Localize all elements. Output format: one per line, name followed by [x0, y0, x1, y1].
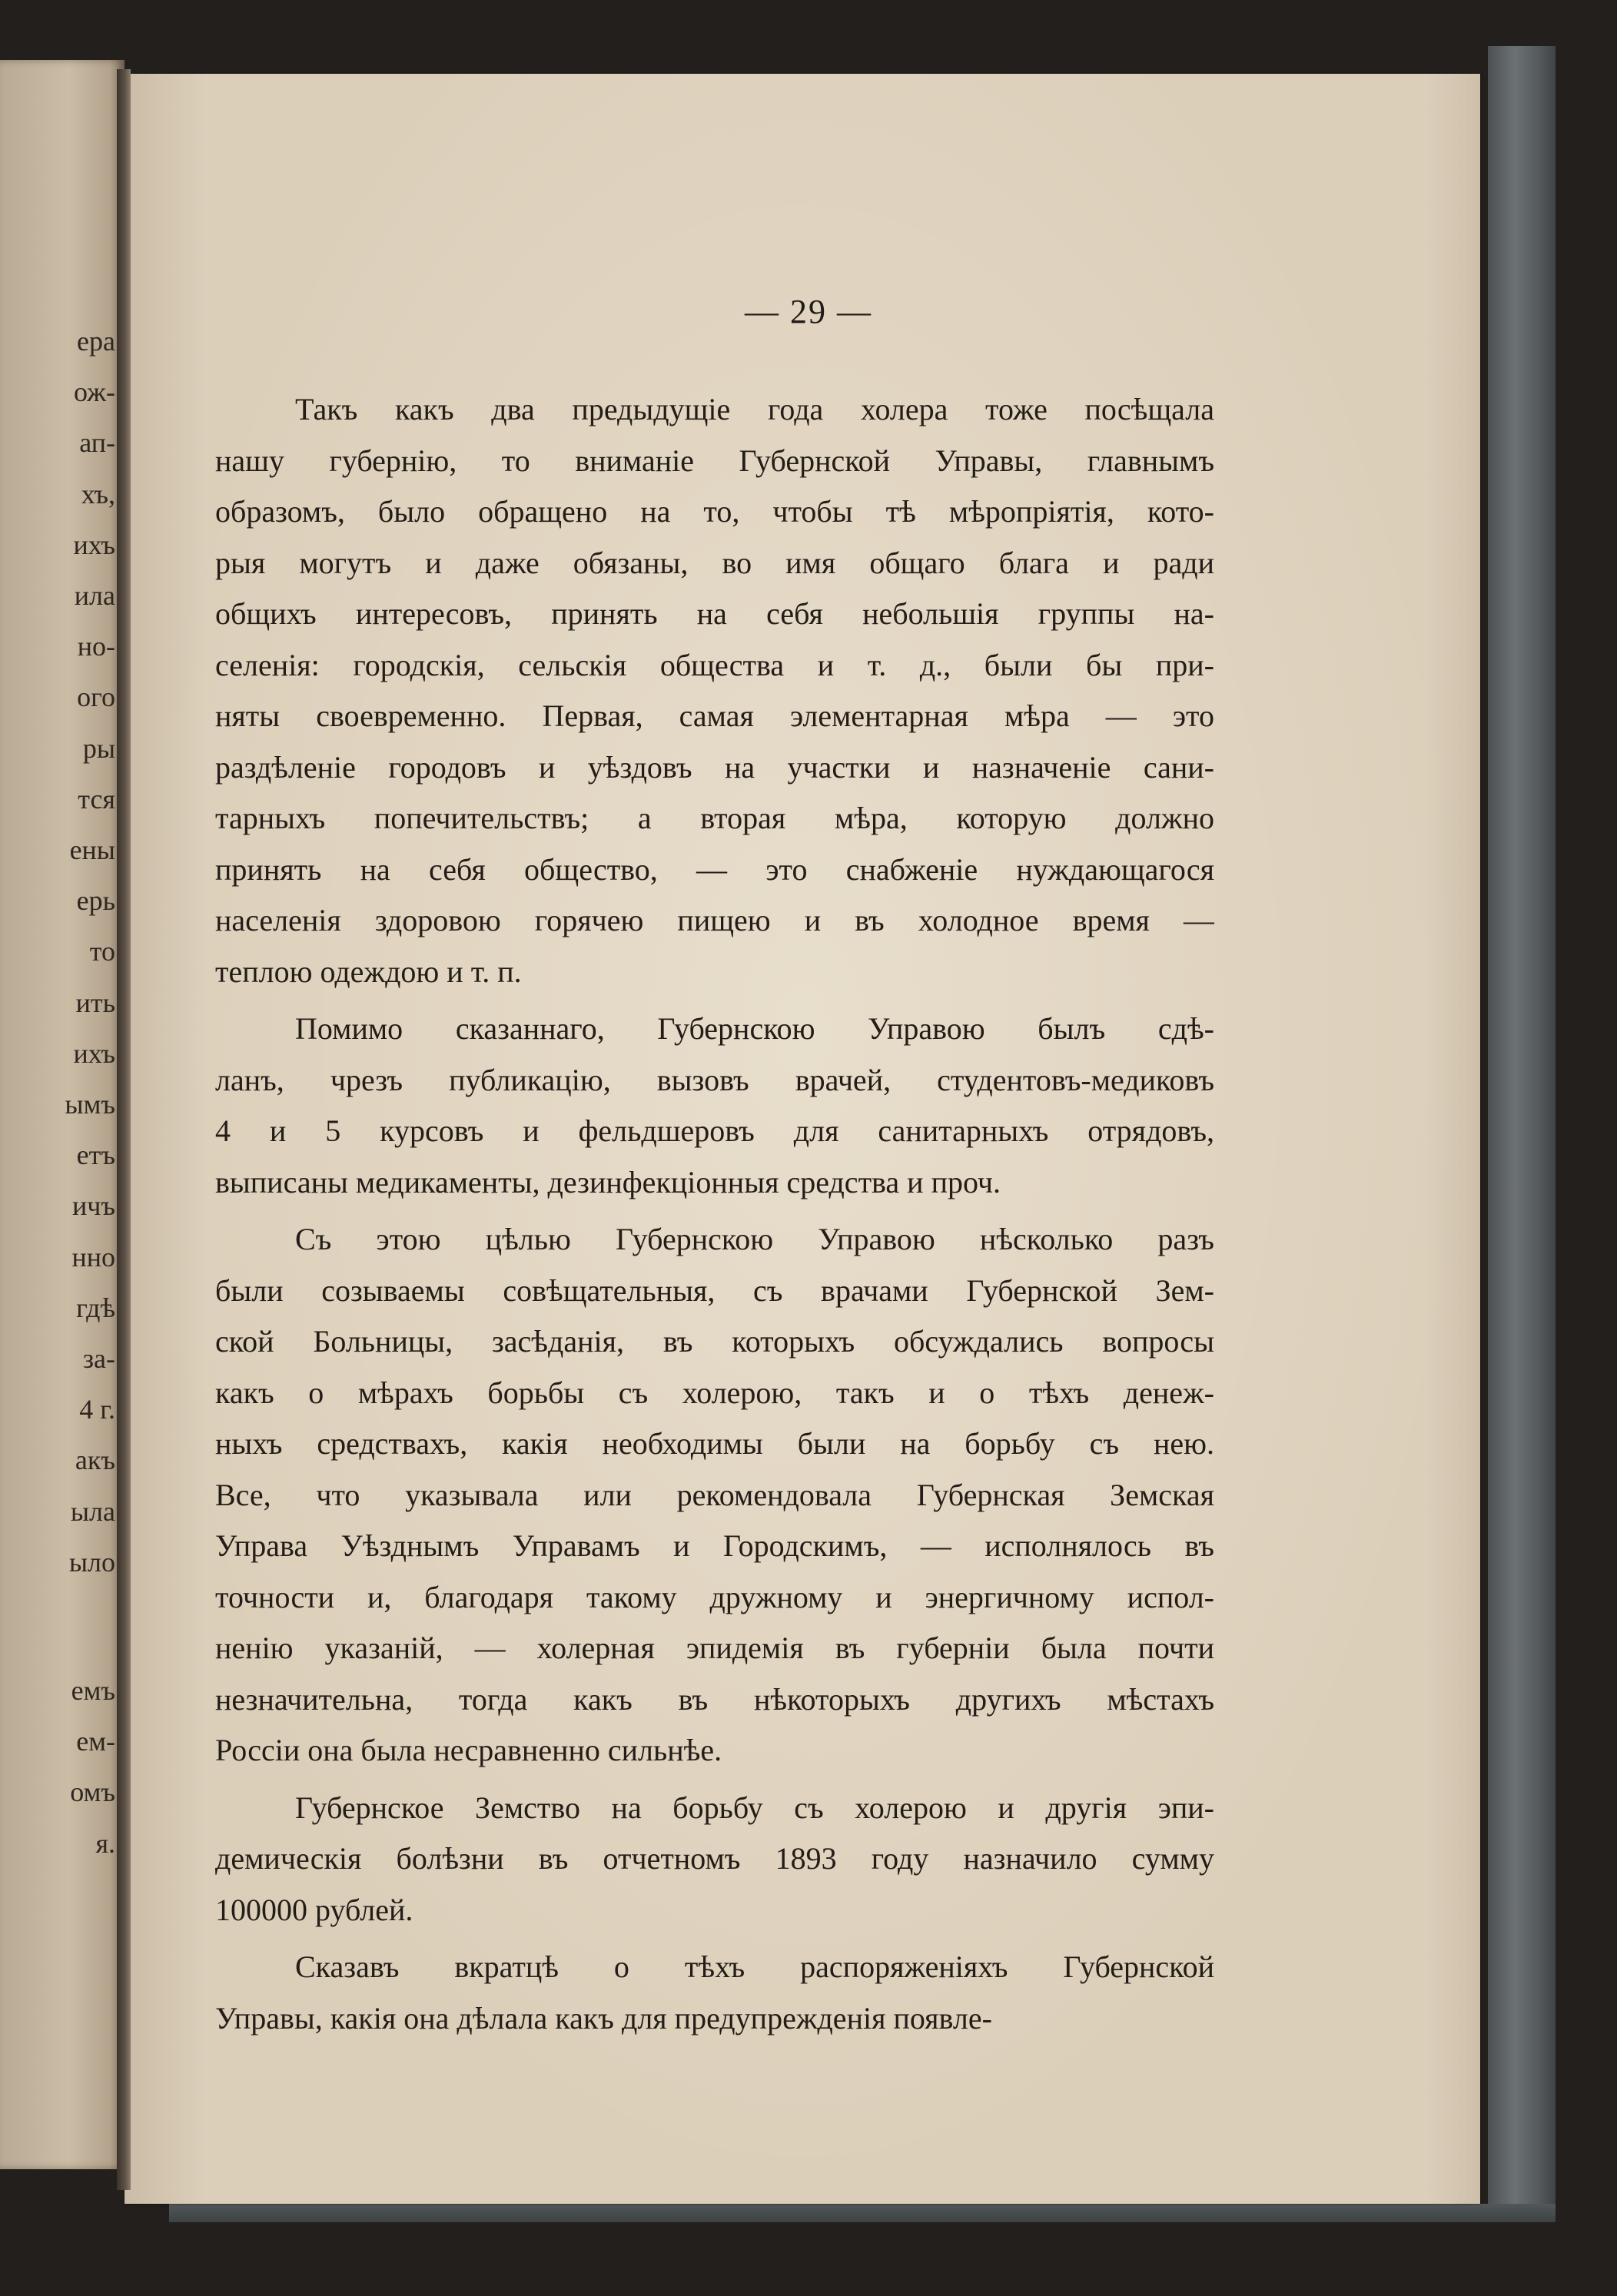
left-page-line-fragment: ыло — [68, 1546, 115, 1578]
left-page-line-fragment: ить — [75, 987, 115, 1018]
left-page-line-fragment: ерь — [76, 885, 115, 917]
left-page-line-fragment: тся — [78, 783, 115, 815]
text-line: демическія болѣзни въ отчетномъ 1893 году назначило сумму — [215, 1841, 1214, 1876]
book-cover-bottom-edge — [169, 2204, 1556, 2222]
text-line: раздѣленіе городовъ и уѣздовъ на участки и назначеніе сани- — [215, 749, 1214, 785]
left-page-line-fragment: ож- — [74, 377, 115, 408]
left-page-line-fragment: ера — [77, 326, 115, 357]
text-line: Губернское Земство на борьбу съ холерою и другія эпи- — [295, 1790, 1214, 1825]
left-page-line-fragment: гдѣ — [76, 1292, 115, 1323]
paragraph — [215, 384, 1214, 997]
text-line: незначительна, тогда какъ въ нѣкоторыхъ другихъ мѣстахъ — [215, 1681, 1214, 1717]
text-line: точности и, благодаря такому дружному и энергичному испол- — [215, 1579, 1214, 1614]
text-line: Все, что указывала или рекомендовала Губернская Земская — [215, 1477, 1214, 1512]
text-line: 100000 рублей. — [215, 1892, 413, 1927]
text-line: Управы, какія она дѣлала какъ для предупрежденія появле- — [215, 2000, 992, 2036]
left-page-line-fragment: омъ — [70, 1777, 115, 1808]
left-page-line-fragment: емъ — [71, 1675, 115, 1706]
paragraph — [215, 1004, 1214, 1208]
text-line: какъ о мѣрахъ борьбы съ холерою, такъ и о тѣхъ денеж- — [215, 1375, 1214, 1410]
left-page-line-fragment: ымъ — [65, 1089, 115, 1120]
left-page-line-fragment: ихъ — [73, 529, 115, 560]
left-page-line-fragment: етъ — [76, 1140, 115, 1171]
left-page-line-fragment: я. — [95, 1827, 115, 1859]
page-number: — 29 — — [745, 293, 872, 330]
text-line: ской Больницы, засѣданія, въ которыхъ обсуждались вопросы — [215, 1324, 1214, 1359]
text-line: Такъ какъ два предыдущіе года холера тоже посѣщала — [295, 392, 1214, 426]
text-line: теплою одеждою и т. п. — [215, 954, 522, 989]
text-line: рыя могутъ и даже обязаны, во имя общаго блага и ради — [215, 545, 1214, 580]
left-page-line-fragment: ыла — [70, 1495, 115, 1527]
paragraph-spacer — [215, 997, 1214, 1004]
left-page-line-fragment: ап- — [79, 427, 115, 459]
left-page-line-fragment: нно — [71, 1241, 115, 1272]
text-line: Съ этою цѣлью Губернскою Управою нѣсколько разъ — [295, 1222, 1214, 1256]
left-page-line-fragment: ичъ — [72, 1190, 115, 1222]
text-line: были созываемы совѣщательныя, съ врачами Губернской Зем- — [215, 1272, 1214, 1308]
paragraph-spacer — [215, 1208, 1214, 1214]
text-line: Помимо сказаннаго, Губернскою Управою былъ сдѣ- — [295, 1011, 1214, 1046]
binding-gutter — [117, 69, 131, 2190]
text-line: нашу губернію, то вниманіе Губернской Управы, главнымъ — [215, 443, 1214, 478]
text-line: ланъ, чрезъ публикацію, вызовъ врачей, студентовъ-медиковъ — [215, 1062, 1214, 1097]
text-line: 4 и 5 курсовъ и фельдшеровъ для санитарныхъ отрядовъ, — [215, 1113, 1214, 1148]
left-page-line-fragment: ры — [82, 732, 115, 764]
left-page-line-fragment: ихъ — [73, 1037, 115, 1069]
paragraph — [215, 1783, 1214, 1936]
text-line: Сказавъ вкратцѣ о тѣхъ распоряженіяхъ Губернской — [295, 1949, 1214, 1984]
text-line: ныхъ средствахъ, какія необходимы были на борьбу съ нею. — [215, 1426, 1214, 1461]
paragraph-spacer — [215, 1777, 1214, 1783]
text-line: Россіи она была несравненно сильнѣе. — [215, 1733, 722, 1767]
text-line: селенія: городскія, сельскія общества и т. д., были бы при- — [215, 647, 1214, 682]
left-page-line-fragment: хъ, — [81, 478, 115, 509]
paragraph — [215, 1942, 1214, 2044]
left-page-line-fragment: 4 г. — [79, 1394, 115, 1425]
left-page-line-fragment: акъ — [75, 1445, 115, 1476]
text-line: тарныхъ попечительствъ; а вторая мѣра, которую должно — [215, 801, 1214, 835]
left-page-line-fragment: ила — [74, 580, 115, 611]
text-line: образомъ, было обращено на то, чтобы тѣ мѣропріятія, кото- — [215, 494, 1214, 529]
text-line: населенія здоровою горячею пищею и въ холодное время — — [215, 903, 1214, 937]
text-line: Управа Уѣзднымъ Управамъ и Городскимъ, — исполнялось въ — [215, 1528, 1214, 1563]
paragraph-spacer — [215, 1936, 1214, 1942]
text-line: ненію указаній, — холерная эпидемія въ губерніи была почти — [215, 1631, 1214, 1665]
text-line: принять на себя общество, — это снабженіе нуждающагося — [215, 851, 1214, 887]
text-line: выписаны медикаменты, дезинфекціонныя средства и проч. — [215, 1164, 1001, 1199]
text-line: общихъ интересовъ, принять на себя небольшія группы на- — [215, 596, 1214, 631]
left-page-line-fragment: ем- — [76, 1726, 115, 1757]
book-cover-edge — [1488, 46, 1556, 2215]
left-page-fragment — [0, 60, 125, 2169]
left-page-line-fragment: ого — [77, 682, 115, 713]
left-page-line-fragment: но- — [77, 631, 115, 662]
left-page-line-fragment: то — [89, 936, 115, 967]
left-page-line-fragment: за- — [82, 1343, 115, 1374]
paragraph — [215, 1214, 1214, 1777]
left-page-line-fragment: ены — [69, 834, 115, 865]
page-body — [215, 384, 1214, 2044]
text-line: няты своевременно. Первая, самая элементарная мѣра — это — [215, 698, 1214, 733]
